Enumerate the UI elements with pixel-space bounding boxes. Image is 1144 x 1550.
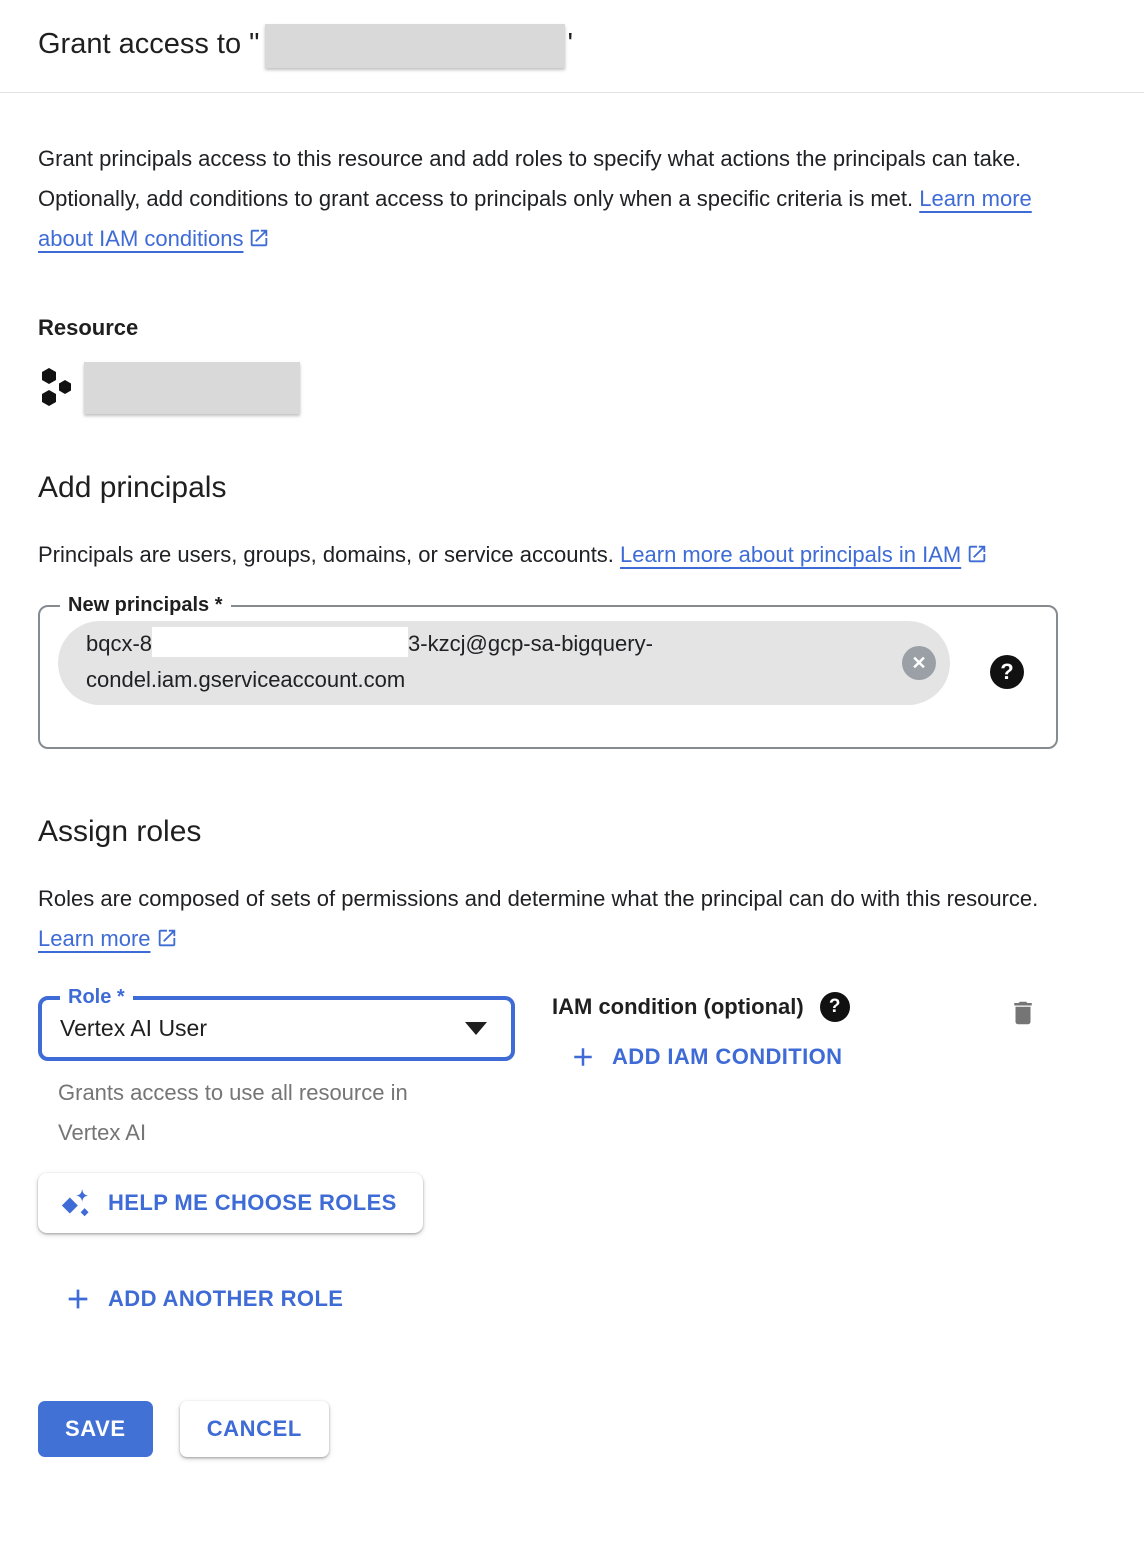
gemini-sparkle-icon (60, 1187, 92, 1219)
role-helper-text: Grants access to use all resource in Vertex AI (58, 1080, 408, 1145)
redacted-principal-id (152, 627, 408, 657)
resource-label: Resource (38, 315, 139, 340)
resource-hexagons-icon (38, 366, 78, 410)
intro-text-body: Grant principals access to this resource and add roles to specify what actions the principals can take. Optionally, add conditions to grant access to principals only when a specific criteria is met. (38, 146, 1022, 211)
roles-description-body: Roles are composed of sets of permissions and determine what the principal can do with this resource. (38, 886, 1039, 911)
redacted-resource-value (84, 362, 300, 414)
resource-row (38, 362, 1106, 414)
add-another-role-button[interactable]: ADD ANOTHER ROLE (62, 1283, 343, 1315)
add-iam-condition-button[interactable]: ADD IAM CONDITION (568, 1042, 842, 1072)
save-button[interactable]: SAVE (38, 1401, 153, 1457)
external-link-icon (156, 922, 178, 962)
learn-more-iam-conditions-link[interactable]: Learn more about IAM conditions (38, 186, 1032, 251)
new-principals-label: New principals * (68, 594, 223, 616)
principal-chip (58, 621, 950, 705)
principals-description (38, 535, 1050, 578)
remove-principal-icon[interactable]: ✕ (902, 646, 936, 680)
page-title-suffix: ' (567, 28, 573, 60)
plus-icon (568, 1042, 598, 1072)
iam-condition-label: IAM condition (optional) (552, 994, 804, 1019)
iam-condition-help-icon[interactable]: ? (820, 992, 850, 1022)
role-select[interactable] (38, 986, 515, 1061)
add-principals-heading: Add principals (38, 471, 227, 504)
chevron-down-icon (465, 1022, 487, 1035)
redacted-resource-name (265, 24, 565, 68)
learn-more-roles-link[interactable]: Learn more (38, 926, 178, 951)
role-selected-value: Vertex AI User (60, 1015, 208, 1041)
plus-icon (62, 1283, 94, 1315)
new-principals-field[interactable] (38, 594, 1058, 749)
roles-description (38, 879, 1050, 962)
learn-more-principals-link[interactable]: Learn more about principals in IAM (620, 542, 988, 567)
page-title-prefix: Grant access to " (38, 28, 260, 60)
assign-roles-heading: Assign roles (38, 815, 202, 848)
external-link-icon (966, 538, 988, 578)
cancel-button[interactable]: CANCEL (180, 1401, 329, 1457)
delete-role-icon[interactable] (1008, 996, 1038, 1033)
help-me-choose-roles-button[interactable]: HELP ME CHOOSE ROLES (38, 1173, 423, 1233)
intro-text (38, 139, 1050, 262)
principal-chip-line2: condel.iam.gserviceaccount.com (86, 667, 406, 692)
principals-description-body: Principals are users, groups, domains, or service accounts. (38, 542, 621, 567)
page-title (38, 24, 1106, 68)
external-link-icon (248, 222, 270, 262)
iam-condition-label-row (552, 992, 850, 1022)
principal-chip-line1: bqcx-8 3-kzcj@gcp-sa-bigquery- (86, 626, 888, 662)
role-label: Role * (68, 986, 125, 1008)
principals-help-icon[interactable]: ? (990, 655, 1024, 689)
dialog-header (0, 0, 1144, 93)
